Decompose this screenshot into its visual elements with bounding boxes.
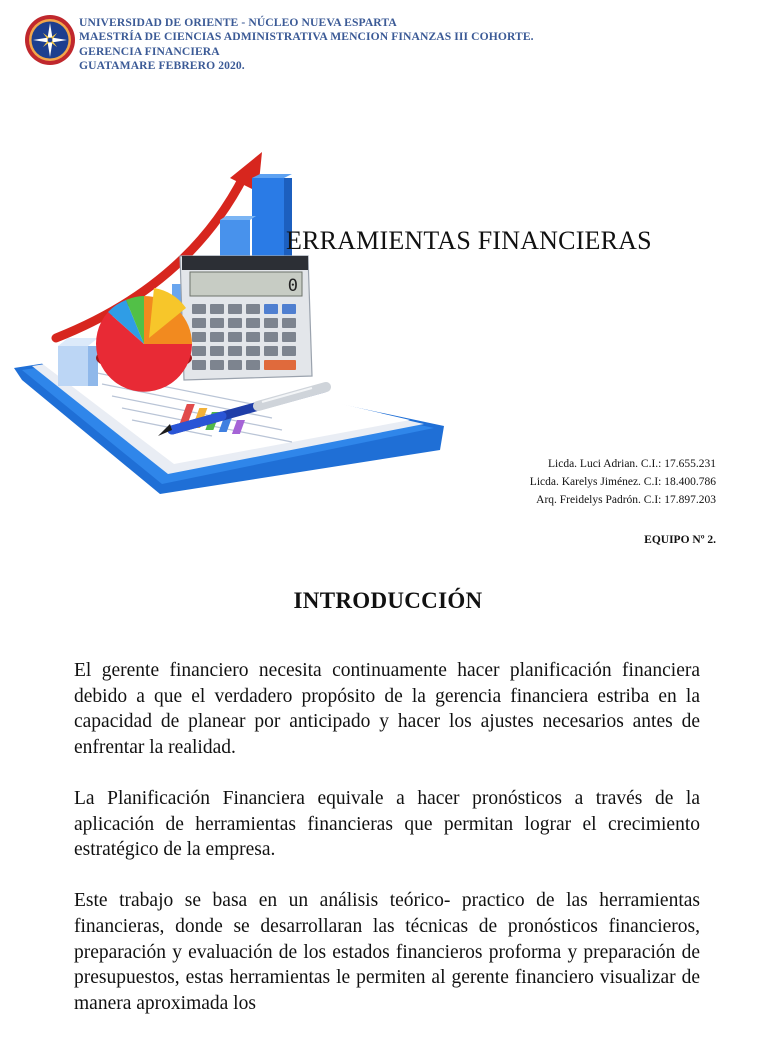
header-text-block xyxy=(79,16,534,74)
finance-illustration xyxy=(12,148,448,498)
cover-title: ERRAMIENTAS FINANCIERAS xyxy=(286,226,652,255)
author-line: Licda. Karelys Jiménez. C.I: 18.400.786 xyxy=(529,476,716,488)
header-university: UNIVERSIDAD DE ORIENTE - NÚCLEO NUEVA ESPARTA xyxy=(79,16,397,29)
paragraph: Este trabajo se basa en un análisis teórico- practico de las herramientas financieras, donde se desarrollaran las técnicas de pronósticos financieros, preparación y evaluación de los estados financieros proforma y preparación de presupuestos, estas herramientas le permiten al gerente financiero visualizar de manera aproximada los xyxy=(74,890,700,1014)
paragraph: El gerente financiero necesita continuamente hacer planificación financiera debido a que el verdadero propósito de la gerencia financiera estriba en la capacidad de planear por anticipado y hacer los ajustes necesarios antes de enfrentar la realidad. xyxy=(74,660,700,758)
authors-list xyxy=(530,455,716,509)
author-line: Arq. Freidelys Padrón. C.I: 17.897.203 xyxy=(536,494,716,506)
calculator-display: 0 xyxy=(287,276,298,296)
header-place-date: GUATAMARE FEBRERO 2020. xyxy=(79,59,245,73)
author-line: Licda. Luci Adrian. C.I.: 17.655.231 xyxy=(548,458,716,470)
introduction-body xyxy=(74,658,700,1042)
paragraph: La Planificación Financiera equivale a hacer pronósticos a través de la aplicación de herramientas financieras que permitan lograr el crecimiento estratégico de la empresa. xyxy=(74,787,700,861)
university-seal-icon xyxy=(24,14,76,66)
header-program: MAESTRÍA DE CIENCIAS ADMINISTRATIVA MENCION FINANZAS III COHORTE. xyxy=(79,30,534,44)
team-label: EQUIPO Nº 2. xyxy=(644,534,716,546)
header-course: GERENCIA FINANCIERA xyxy=(79,44,220,58)
introduction-heading: INTRODUCCIÓN xyxy=(293,588,483,613)
document-header xyxy=(24,14,724,80)
